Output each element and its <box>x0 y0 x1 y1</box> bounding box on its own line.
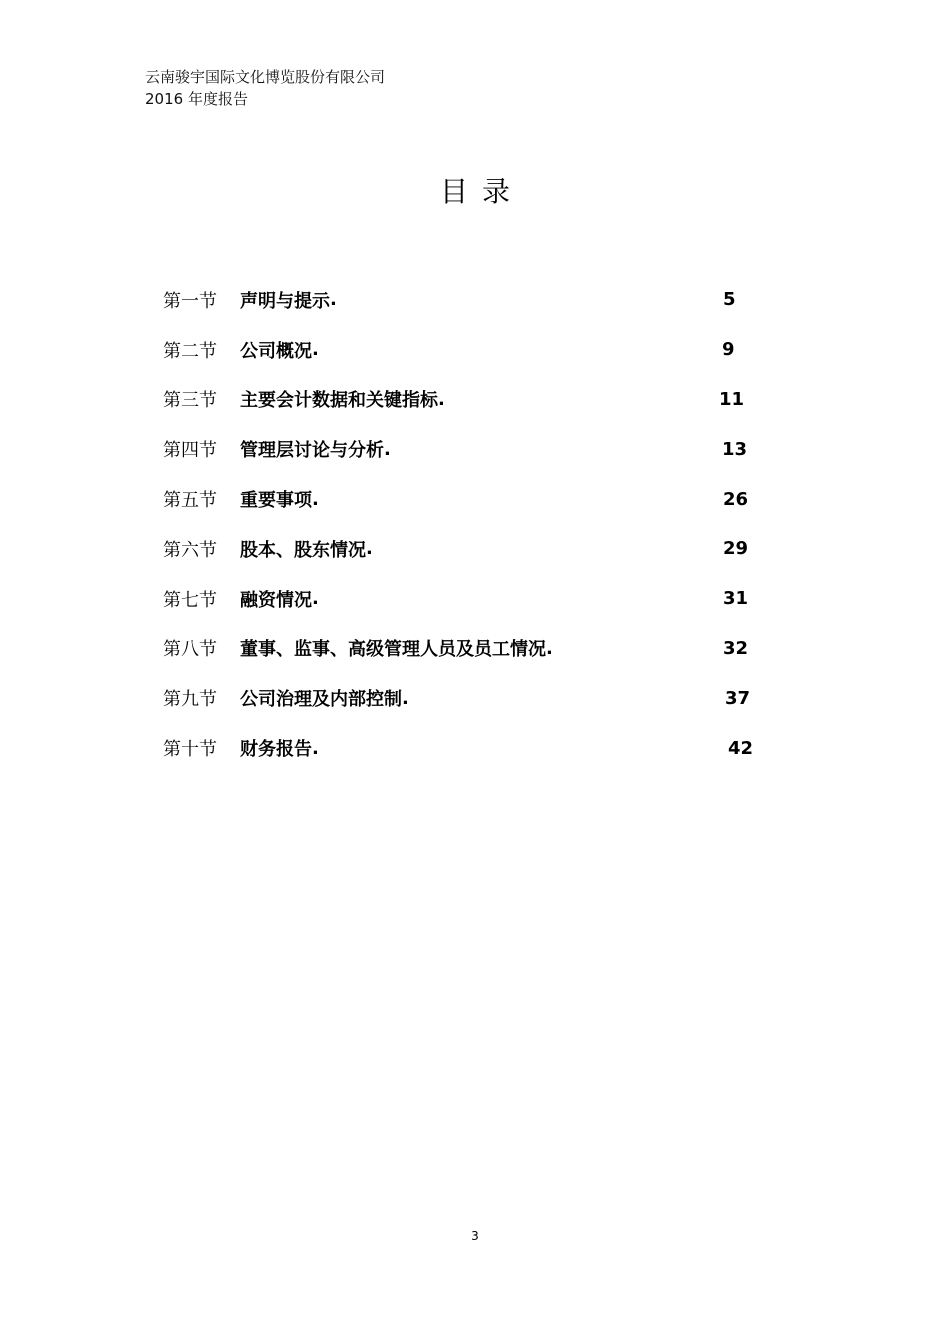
toc-entry-3[interactable] <box>163 375 763 425</box>
toc-leader-dots: . <box>312 488 319 510</box>
toc-entry-1[interactable] <box>163 275 763 325</box>
toc-section-number: 第一节 <box>163 290 217 312</box>
report-name: 2016 年度报告 <box>145 90 248 108</box>
toc-section-number: 第十节 <box>163 739 217 761</box>
toc-section-number: 第五节 <box>163 490 217 512</box>
toc-section-title: 公司治理及内部控制 <box>240 689 402 711</box>
toc-section-number: 第四节 <box>163 440 217 462</box>
toc-section-title: 声明与提示 <box>240 290 330 312</box>
toc-section-title: 财务报告 <box>240 739 312 761</box>
toc-section-number: 第九节 <box>163 689 217 711</box>
toc-section-title: 公司概况 <box>240 340 312 362</box>
page-header <box>145 66 385 110</box>
toc-entry-9[interactable] <box>163 673 763 723</box>
toc-page-number: 13 <box>722 438 748 460</box>
toc-entry-6[interactable] <box>163 524 763 574</box>
toc-entry-4[interactable] <box>163 424 763 474</box>
toc-section-title: 股本、股东情况 <box>240 539 366 561</box>
toc-title: 目录 <box>439 175 524 208</box>
toc-section-title: 融资情况 <box>240 589 312 611</box>
toc-page-number: 37 <box>725 687 751 709</box>
toc-page-number: 32 <box>723 637 749 659</box>
toc-entry-2[interactable] <box>163 325 763 375</box>
toc-leader-dots: . <box>438 388 445 410</box>
toc-section-number: 第八节 <box>163 639 217 661</box>
toc-entry-7[interactable] <box>163 574 763 624</box>
toc-entry-10[interactable] <box>163 723 763 773</box>
toc-page-number: 9 <box>722 339 735 361</box>
toc-section-number: 第二节 <box>163 340 217 362</box>
toc-leader-dots: . <box>366 538 373 560</box>
page-number-footer: 3 <box>471 1229 479 1243</box>
toc-page-number: 11 <box>719 388 745 410</box>
toc-section-number: 第三节 <box>163 390 217 412</box>
toc-section-title: 重要事项 <box>240 490 312 512</box>
toc-page-number: 26 <box>723 488 749 510</box>
toc-leader-dots: . <box>312 588 319 610</box>
toc-page-number: 5 <box>723 289 736 311</box>
table-of-contents <box>163 275 763 773</box>
toc-section-title: 董事、监事、高级管理人员及员工情况 <box>240 639 546 661</box>
toc-leader-dots: . <box>312 737 319 759</box>
company-name: 云南骏宇国际文化博览股份有限公司 <box>145 68 386 86</box>
toc-section-title: 管理层讨论与分析 <box>240 440 384 462</box>
toc-page-number: 29 <box>723 538 749 560</box>
toc-section-title: 主要会计数据和关键指标 <box>240 390 438 412</box>
toc-entry-8[interactable] <box>163 624 763 674</box>
toc-page-number: 42 <box>728 737 754 759</box>
toc-section-number: 第六节 <box>163 539 217 561</box>
toc-entry-5[interactable] <box>163 474 763 524</box>
toc-leader-dots: . <box>546 637 553 659</box>
toc-leader-dots: . <box>312 339 319 361</box>
toc-leader-dots: . <box>384 438 391 460</box>
toc-leader-dots: . <box>330 289 337 311</box>
toc-section-number: 第七节 <box>163 589 217 611</box>
toc-leader-dots: . <box>402 687 409 709</box>
toc-page-number: 31 <box>723 588 749 610</box>
